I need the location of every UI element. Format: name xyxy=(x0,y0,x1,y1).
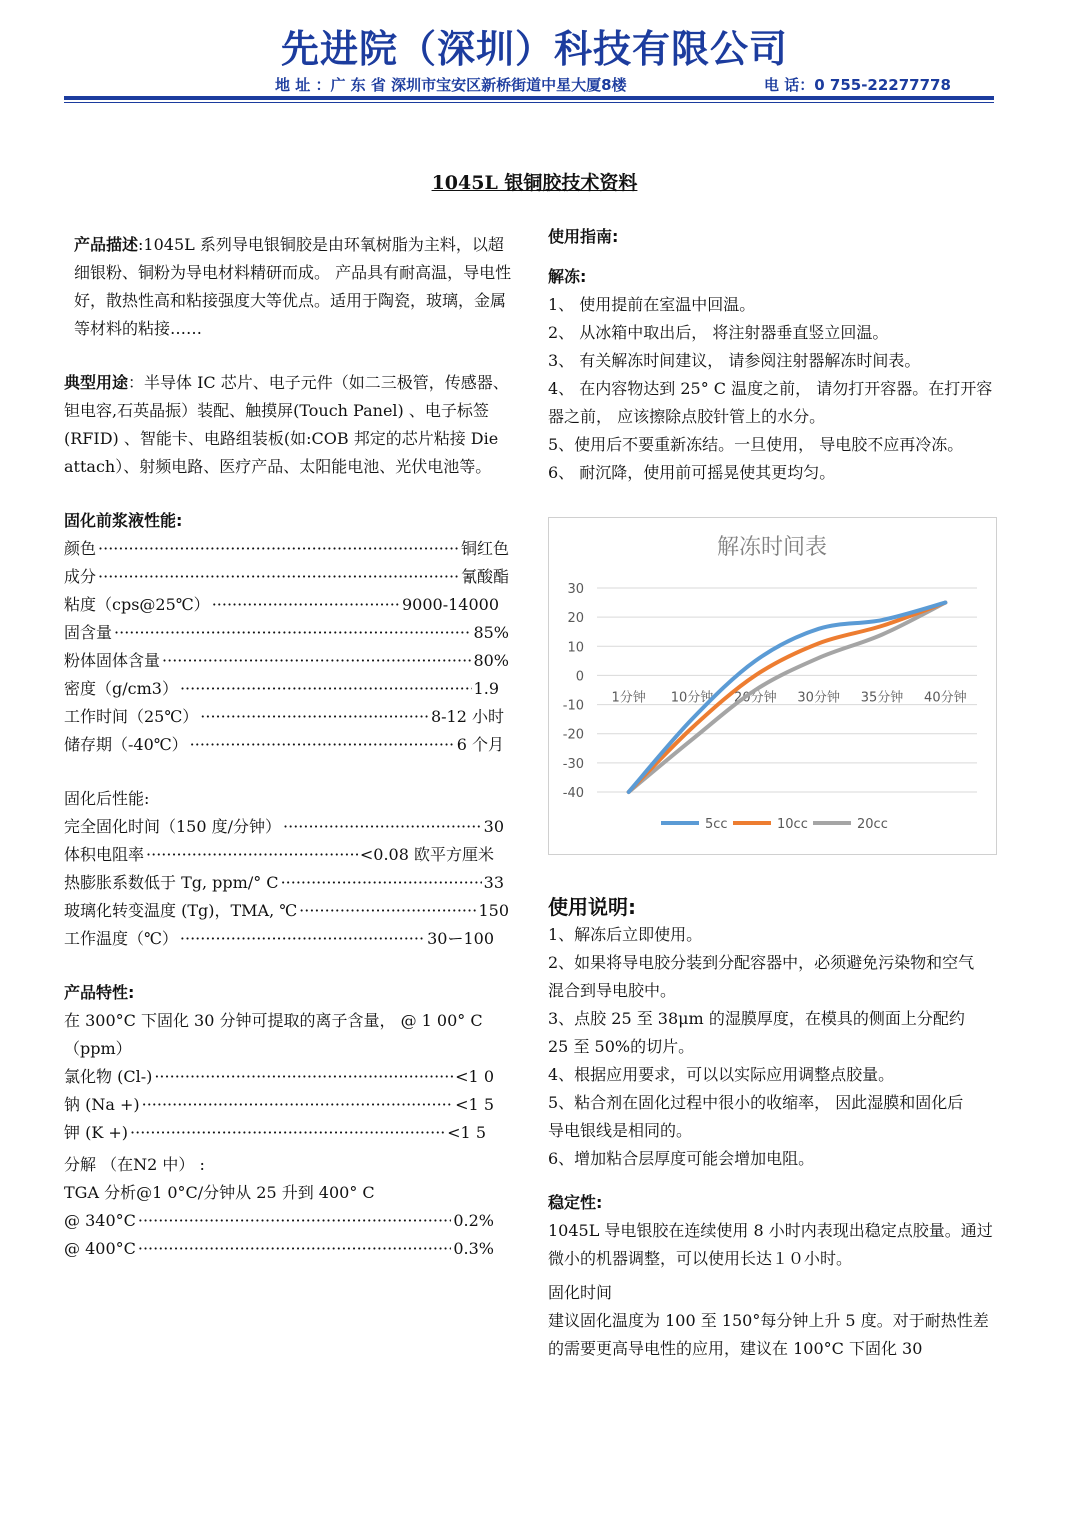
pre-cure-row: 密度（g/cm3） ····· 1.9 xyxy=(64,675,499,703)
header-rule-thin xyxy=(64,102,994,103)
pre-cure-row: 粉体固体含量 ····· 80% xyxy=(64,647,509,675)
post-cure-row: 体积电阻率 ····· <0.08 欧平方厘米 xyxy=(64,841,494,869)
legend-label: 10cc xyxy=(777,817,808,832)
product-description xyxy=(56,231,514,343)
y-tick-label: 30 xyxy=(567,582,584,597)
post-cure-title: 固化后性能: xyxy=(64,789,150,808)
list-item: 4、根据应用要求，可以以实际应用调整点胶量。 xyxy=(548,1065,895,1084)
list-item: 5、使用后不要重新冻结。一旦使用， 导电胶不应再冷冻。 xyxy=(548,435,964,454)
list-item: 3、 有关解冻时间建议， 请参阅注射器解冻时间表。 xyxy=(548,351,921,370)
ion-row: 钾 (K +) ····· <1 5 xyxy=(64,1119,486,1147)
y-tick-label: -30 xyxy=(562,756,584,772)
ion-row: 钠 (Na +) ····· <1 5 xyxy=(64,1091,494,1119)
header-rule-thick xyxy=(64,96,994,100)
company-name: 先进院（深圳）科技有限公司 xyxy=(280,27,788,71)
post-cure-row: 完全固化时间（150 度/分钟） ····· 30 xyxy=(64,813,504,841)
list-item: 6、增加粘合层厚度可能会增加电阻。 xyxy=(548,1149,815,1168)
y-tick-label: -20 xyxy=(562,727,584,743)
company-address: 地 址 ：广 东 省 深圳市宝安区新桥街道中星大厦8楼 xyxy=(275,76,627,94)
typical-use-text: ：半导体 IC 芯片、电子元件（如二三极管，传感器、钽电容,石英晶振）装配、触摸屏(Touch Panel) 、电子标签(RFID) 、智能卡、电路组装板(如:COB 邦定的芯片粘接 Die attach）、射频电路、医疗产品、太阳能电池、光伏电池等。 xyxy=(64,373,509,476)
list-item: 6、 耐沉降，使用前可摇晃使其更均匀。 xyxy=(548,463,836,482)
list-item: 2、如果将导电胶分装到分配容器中，必须避免污染物和空气混合到导电胶中。 xyxy=(548,953,975,1000)
company-phone: 电 话：0 755-22277778 xyxy=(764,76,951,94)
stability-title: 稳定性: xyxy=(548,1193,603,1212)
x-tick-label: 30分钟 xyxy=(797,690,840,706)
ion-content-intro: 在 300°C 下固化 30 分钟可提取的离子含量， @ 1 00° C（ppm） xyxy=(64,1011,483,1058)
legend-label: 5cc xyxy=(705,817,728,832)
list-item: 2、 从冰箱中取出后， 将注射器垂直竖立回温。 xyxy=(548,323,889,342)
list-item: 3、点胶 25 至 38μm 的湿膜厚度，在模具的侧面上分配约 25 至 50%的切片。 xyxy=(548,1009,965,1056)
list-item: 5、粘合剂在固化过程中很小的收缩率， 因此湿膜和固化后导电银线是相同的。 xyxy=(548,1093,964,1140)
list-item: 4、 在内容物达到 25° C 温度之前， 请勿打开容器。在打开容器之前， 应该擦除点胶针管上的水分。 xyxy=(548,379,993,426)
typical-use-label: 典型用途 xyxy=(64,373,129,392)
pre-cure-row: 成分 ····· 氰酸酯 xyxy=(64,563,509,591)
legend-label: 20cc xyxy=(857,817,888,832)
typical-use xyxy=(64,369,514,481)
product-characteristics-title: 产品特性: xyxy=(64,983,135,1002)
pre-cure-row: 工作时间（25℃） ····· 8-12 小时 xyxy=(64,703,504,731)
product-description-label: 产品描述 xyxy=(74,235,139,254)
chart-title: 解冻时间表 xyxy=(716,535,828,560)
decomposition-label: 分解 （在N2 中） : xyxy=(64,1155,205,1174)
tga-row: @ 340°C ····· 0.2% xyxy=(64,1207,494,1235)
x-tick-label: 20分钟 xyxy=(734,690,777,706)
pre-cure-row: 固含量 ····· 85% xyxy=(64,619,509,647)
thaw-list xyxy=(548,291,998,487)
pre-cure-row: 粘度（cps@25℃） ····· 9000-14000 xyxy=(64,591,499,619)
document-title: 1045L 银铜胶技术资料 xyxy=(431,172,638,194)
post-cure-row: 玻璃化转变温度 (Tg)，TMA, ℃ ····· 150 xyxy=(64,897,509,925)
x-tick-label: 40分钟 xyxy=(924,690,967,706)
thaw-time-chart xyxy=(548,517,997,855)
cure-time-title: 固化时间 xyxy=(548,1283,613,1302)
x-tick-label: 1分钟 xyxy=(611,690,646,706)
post-cure-row: 热膨胀系数低于 Tg, ppm/° C ····· 33 xyxy=(64,869,504,897)
thaw-title: 解冻: xyxy=(548,267,587,286)
stability-text: 1045L 导电银胶在连续使用 8 小时内表现出稳定点胶量。通过微小的机器调整，可以使用长达１０小时。 xyxy=(548,1221,993,1268)
right-column-guide xyxy=(548,223,998,487)
y-tick-label: 0 xyxy=(575,669,584,685)
thaw-time-chart-svg xyxy=(549,518,996,854)
left-column xyxy=(64,231,514,1263)
product-description-text: :1045L 系列导电银铜胶是由环氧树脂为主料，以超细银粉、铜粉为导电材料精研而成。 产品具有耐高温，导电性好，散热性高和粘接强度大等优点。适用于陶瓷，玻璃，金属等材料的粘接…… xyxy=(74,235,512,338)
list-item: 1、 使用提前在室温中回温。 xyxy=(548,295,756,314)
tga-analysis: TGA 分析@1 0°C/分钟从 25 升到 400° C xyxy=(64,1183,375,1202)
pre-cure-row: 储存期（-40℃） ····· 6 个月 xyxy=(64,731,504,759)
right-column-instructions xyxy=(548,893,998,1363)
post-cure-row: 工作温度（℃） ····· 30ー100 xyxy=(64,925,494,953)
y-tick-label: 10 xyxy=(567,640,584,656)
y-tick-label: 20 xyxy=(567,611,584,627)
list-item: 1、解冻后立即使用。 xyxy=(548,925,703,944)
x-tick-label: 10分钟 xyxy=(670,690,714,706)
pre-cure-row: 颜色 ····· 铜红色 xyxy=(64,535,509,563)
usage-instructions-title: 使用说明: xyxy=(548,895,636,919)
usage-guide-title: 使用指南: xyxy=(548,227,619,246)
tga-row: @ 400°C ····· 0.3% xyxy=(64,1235,494,1263)
x-tick-label: 35分钟 xyxy=(860,690,904,706)
y-tick-label: -40 xyxy=(562,786,584,801)
y-tick-label: -10 xyxy=(562,698,584,714)
cure-time-text: 建议固化温度为 100 至 150°每分钟上升 5 度。对于耐热性差的需要更高导电性的应用，建议在 100°C 下固化 30 xyxy=(548,1311,989,1358)
ion-row: 氯化物 (Cl-) ····· <1 0 xyxy=(64,1063,494,1091)
pre-cure-title: 固化前浆液性能: xyxy=(64,511,183,530)
